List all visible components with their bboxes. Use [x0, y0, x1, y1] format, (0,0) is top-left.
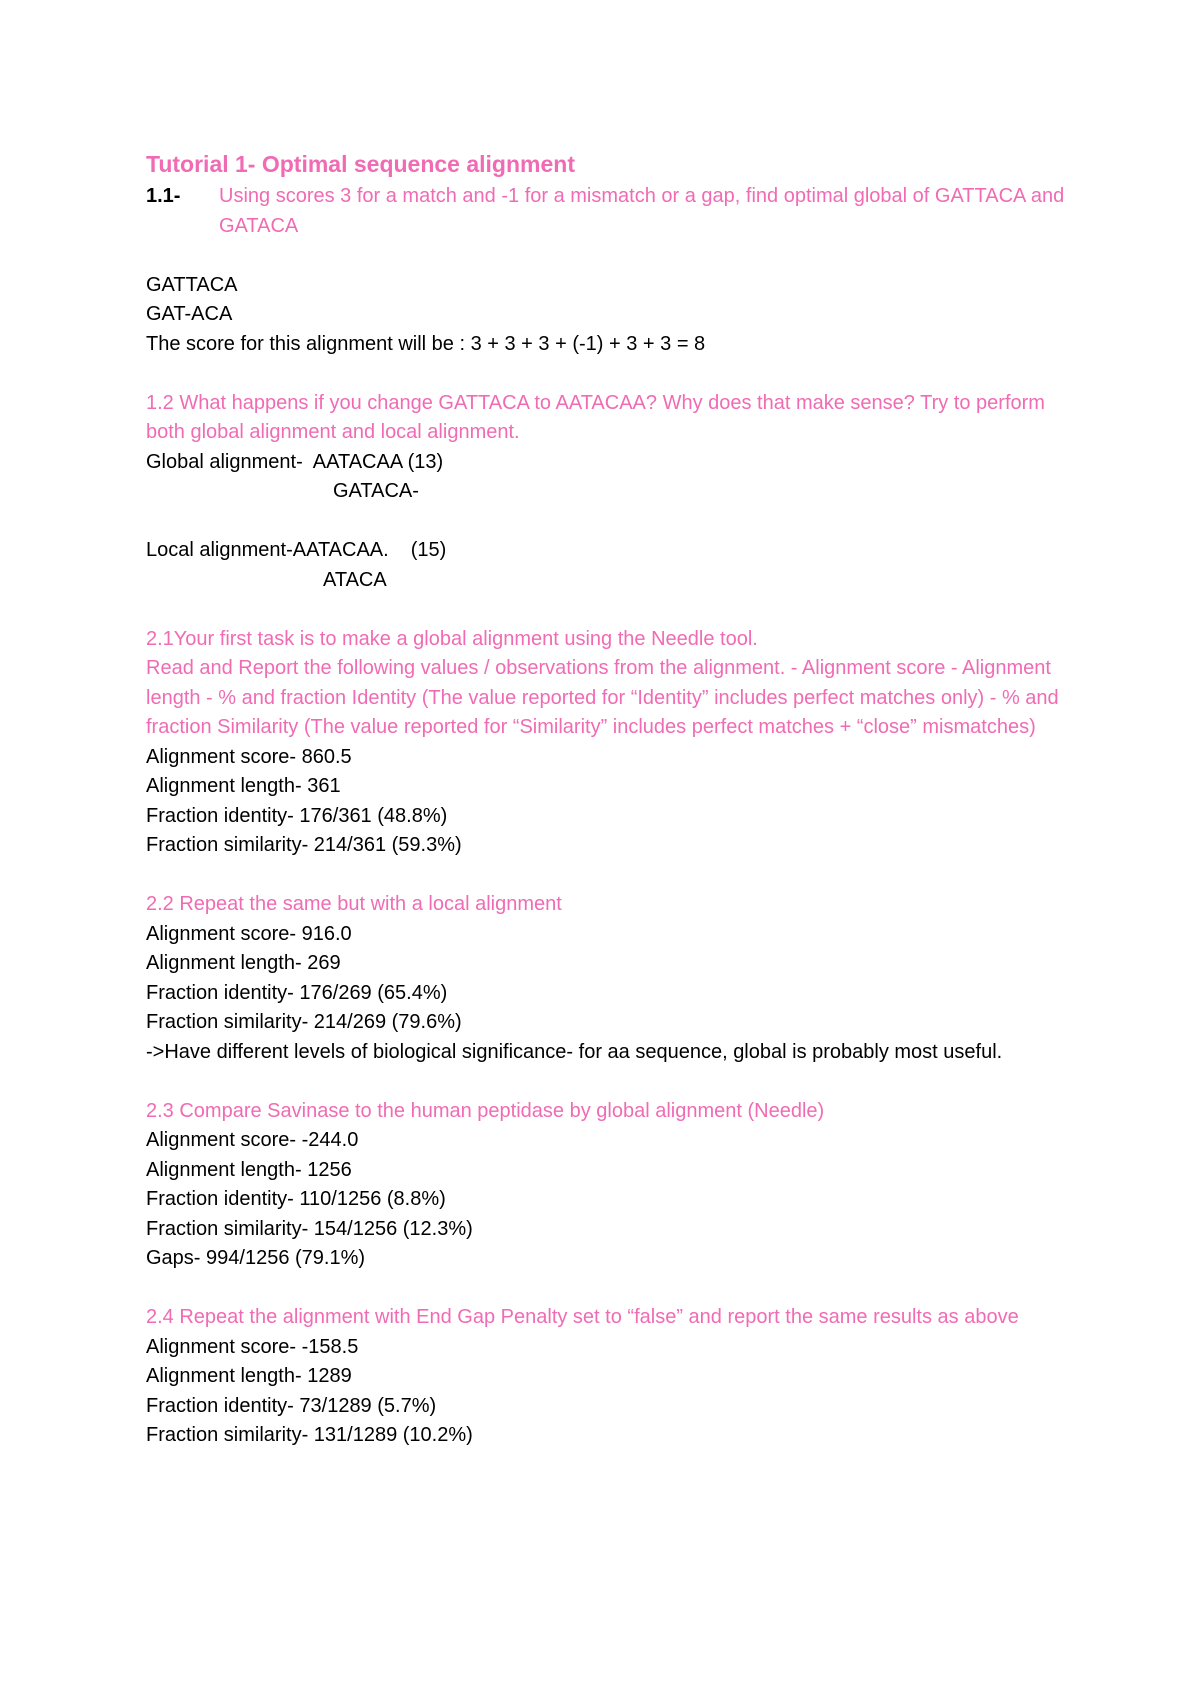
answer-2-4-similarity: Fraction similarity- 131/1289 (10.2%) [146, 1424, 473, 1446]
answer-2-3-similarity: Fraction similarity- 154/1256 (12.3%) [146, 1217, 473, 1240]
answer-2-4-length: Alignment length- 1289 [146, 1365, 352, 1387]
question-2-2: 2.2 Repeat the same but with a local alignment [146, 893, 562, 915]
answer-2-4-identity: Fraction identity- 73/1289 (5.7%) [146, 1394, 437, 1417]
answer-1-1-seq1: GATTACA [146, 273, 238, 296]
local-alignment-seq1: AATACAA. [292, 539, 389, 561]
question-1-2: 1.2 What happens if you change GATTACA to AATACAA? Why does that make sense? Try to perform both global alignment and local alignment. [146, 391, 1045, 443]
answer-2-4-score: Alignment score- -158.5 [146, 1335, 359, 1358]
question-2-3: 2.3 Compare Savinase to the human peptidase by global alignment (Needle) [146, 1099, 825, 1122]
question-1-1-number: 1.1- [146, 185, 181, 207]
question-1-1 [146, 182, 1076, 241]
local-alignment-row [146, 536, 1076, 566]
answer-2-1-length: Alignment length- 361 [146, 775, 341, 797]
local-alignment-seq2: ATACA [323, 568, 387, 591]
answer-2-3-length: Alignment length- 1256 [146, 1158, 352, 1181]
answer-2-2-score: Alignment score- 916.0 [146, 922, 352, 945]
global-alignment-label: Global alignment- [146, 450, 303, 473]
global-alignment-row [146, 448, 1076, 478]
local-alignment-score: (15) [410, 539, 447, 561]
answer-2-3-score: Alignment score- -244.0 [146, 1129, 359, 1151]
question-2-4: 2.4 Repeat the alignment with End Gap Penalty set to “false” and report the same results as above [146, 1306, 1019, 1328]
answer-2-1-similarity: Fraction similarity- 214/361 (59.3%) [146, 834, 462, 856]
answer-2-2-identity: Fraction identity- 176/269 (65.4%) [146, 981, 448, 1004]
answer-2-1-identity: Fraction identity- 176/361 (48.8%) [146, 804, 448, 827]
answer-2-3-identity: Fraction identity- 110/1256 (8.8%) [146, 1188, 446, 1210]
answer-2-2-similarity: Fraction similarity- 214/269 (79.6%) [146, 1011, 462, 1033]
page-title: Tutorial 1- Optimal sequence alignment [146, 151, 575, 177]
question-2-1-line1: 2.1Your first task is to make a global alignment using the Needle tool. [146, 627, 758, 650]
answer-1-1-seq2: GAT-ACA [146, 303, 233, 325]
answer-2-3-gaps: Gaps- 994/1256 (79.1%) [146, 1247, 366, 1269]
answer-2-2-length: Alignment length- 269 [146, 952, 341, 974]
question-1-1-text: Using scores 3 for a match and -1 for a mismatch or a gap, find optimal global of GATTACA and GATACA [219, 185, 1065, 237]
answer-1-1-score: The score for this alignment will be : 3 + 3 + 3 + (-1) + 3 + 3 = 8 [146, 332, 706, 355]
question-2-1-line2: Read and Report the following values / observations from the alignment. - Alignment score - Alignment length - % and fraction Identity (The value reported for “Identity” includes perfect matches only) - % and fraction Similarity (The value reported for “Similarity” includes perfect matches + “close” mismatches) [146, 657, 1059, 738]
global-alignment-seq2: GATACA- [333, 480, 419, 502]
answer-2-1-score: Alignment score- 860.5 [146, 745, 352, 768]
local-alignment-label: Local alignment- [146, 539, 293, 561]
global-alignment-seq1: AATACAA (13) [312, 450, 444, 473]
answer-2-2-note: ->Have different levels of biological significance- for aa sequence, global is probably most useful. [146, 1040, 1003, 1063]
document-body [146, 148, 1076, 1451]
